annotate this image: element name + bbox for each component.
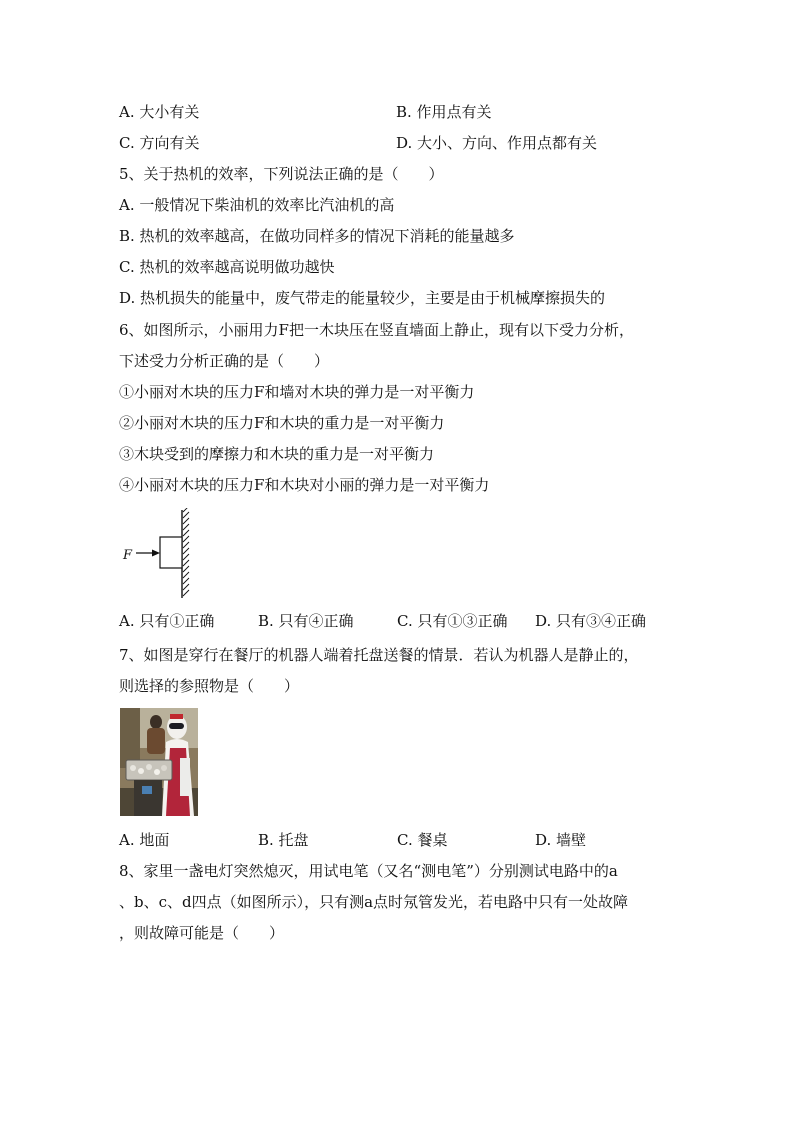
- q4-option-a: A. 大小有关: [119, 103, 200, 121]
- q5-option-c: C. 热机的效率越高说明做功越快: [119, 258, 335, 276]
- q7-option-d: D. 墙壁: [535, 831, 587, 849]
- q8-stem-line1: 8、家里一盏电灯突然熄灭，用试电笔（又名“测电笔”）分别测试电路中的a: [119, 862, 618, 880]
- q6-option-a: A. 只有①正确: [119, 612, 215, 630]
- q8-stem-line2: 、b、c、d四点（如图所示），只有测a点时氖管发光，若电路中只有一处故障: [119, 893, 629, 911]
- q5-option-d: D. 热机损失的能量中，废气带走的能量较少，主要是由于机械摩擦损失的: [119, 289, 606, 307]
- q7-stem-line2: 则选择的参照物是（ ）: [119, 677, 300, 695]
- q6-stem-line2: 下述受力分析正确的是（ ）: [119, 352, 330, 370]
- force-arrow-head: [152, 550, 160, 557]
- q4-option-c: C. 方向有关: [119, 134, 200, 152]
- q7-robot-waiter-photo: [120, 708, 198, 816]
- q6-wall-block-figure: [118, 508, 198, 600]
- q5-stem: 5、关于热机的效率，下列说法正确的是（ ）: [119, 165, 444, 183]
- q6-statement-1: ①小丽对木块的压力F和墙对木块的弹力是一对平衡力: [119, 383, 475, 401]
- q6-option-b: B. 只有④正确: [258, 612, 354, 630]
- q8-stem-line3: ，则故障可能是（ ）: [119, 924, 285, 942]
- q6-statement-3: ③木块受到的摩擦力和木块的重力是一对平衡力: [119, 445, 435, 463]
- q4-option-b: B. 作用点有关: [396, 103, 492, 121]
- q7-option-b: B. 托盘: [258, 831, 309, 849]
- q4-option-d: D. 大小、方向、作用点都有关: [396, 134, 598, 152]
- q5-option-a: A. 一般情况下柴油机的效率比汽油机的高: [119, 196, 395, 214]
- force-label: F: [123, 548, 133, 563]
- wood-block: [160, 537, 182, 568]
- q5-option-b: B. 热机的效率越高，在做功同样多的情况下消耗的能量越多: [119, 227, 515, 245]
- q7-option-c: C. 餐桌: [397, 831, 448, 849]
- q6-option-d: D. 只有③④正确: [535, 612, 647, 630]
- q6-option-c: C. 只有①③正确: [397, 612, 508, 630]
- q6-stem-line1: 6、如图所示，小丽用力F把一木块压在竖直墙面上静止，现有以下受力分析，: [119, 321, 634, 339]
- q6-statement-4: ④小丽对木块的压力F和木块对小丽的弹力是一对平衡力: [119, 476, 490, 494]
- q7-stem-line1: 7、如图是穿行在餐厅的机器人端着托盘送餐的情景．若认为机器人是静止的，: [119, 646, 639, 664]
- q6-statement-2: ②小丽对木块的压力F和木块的重力是一对平衡力: [119, 414, 445, 432]
- q7-option-a: A. 地面: [119, 831, 170, 849]
- wall-hatching: [182, 508, 189, 598]
